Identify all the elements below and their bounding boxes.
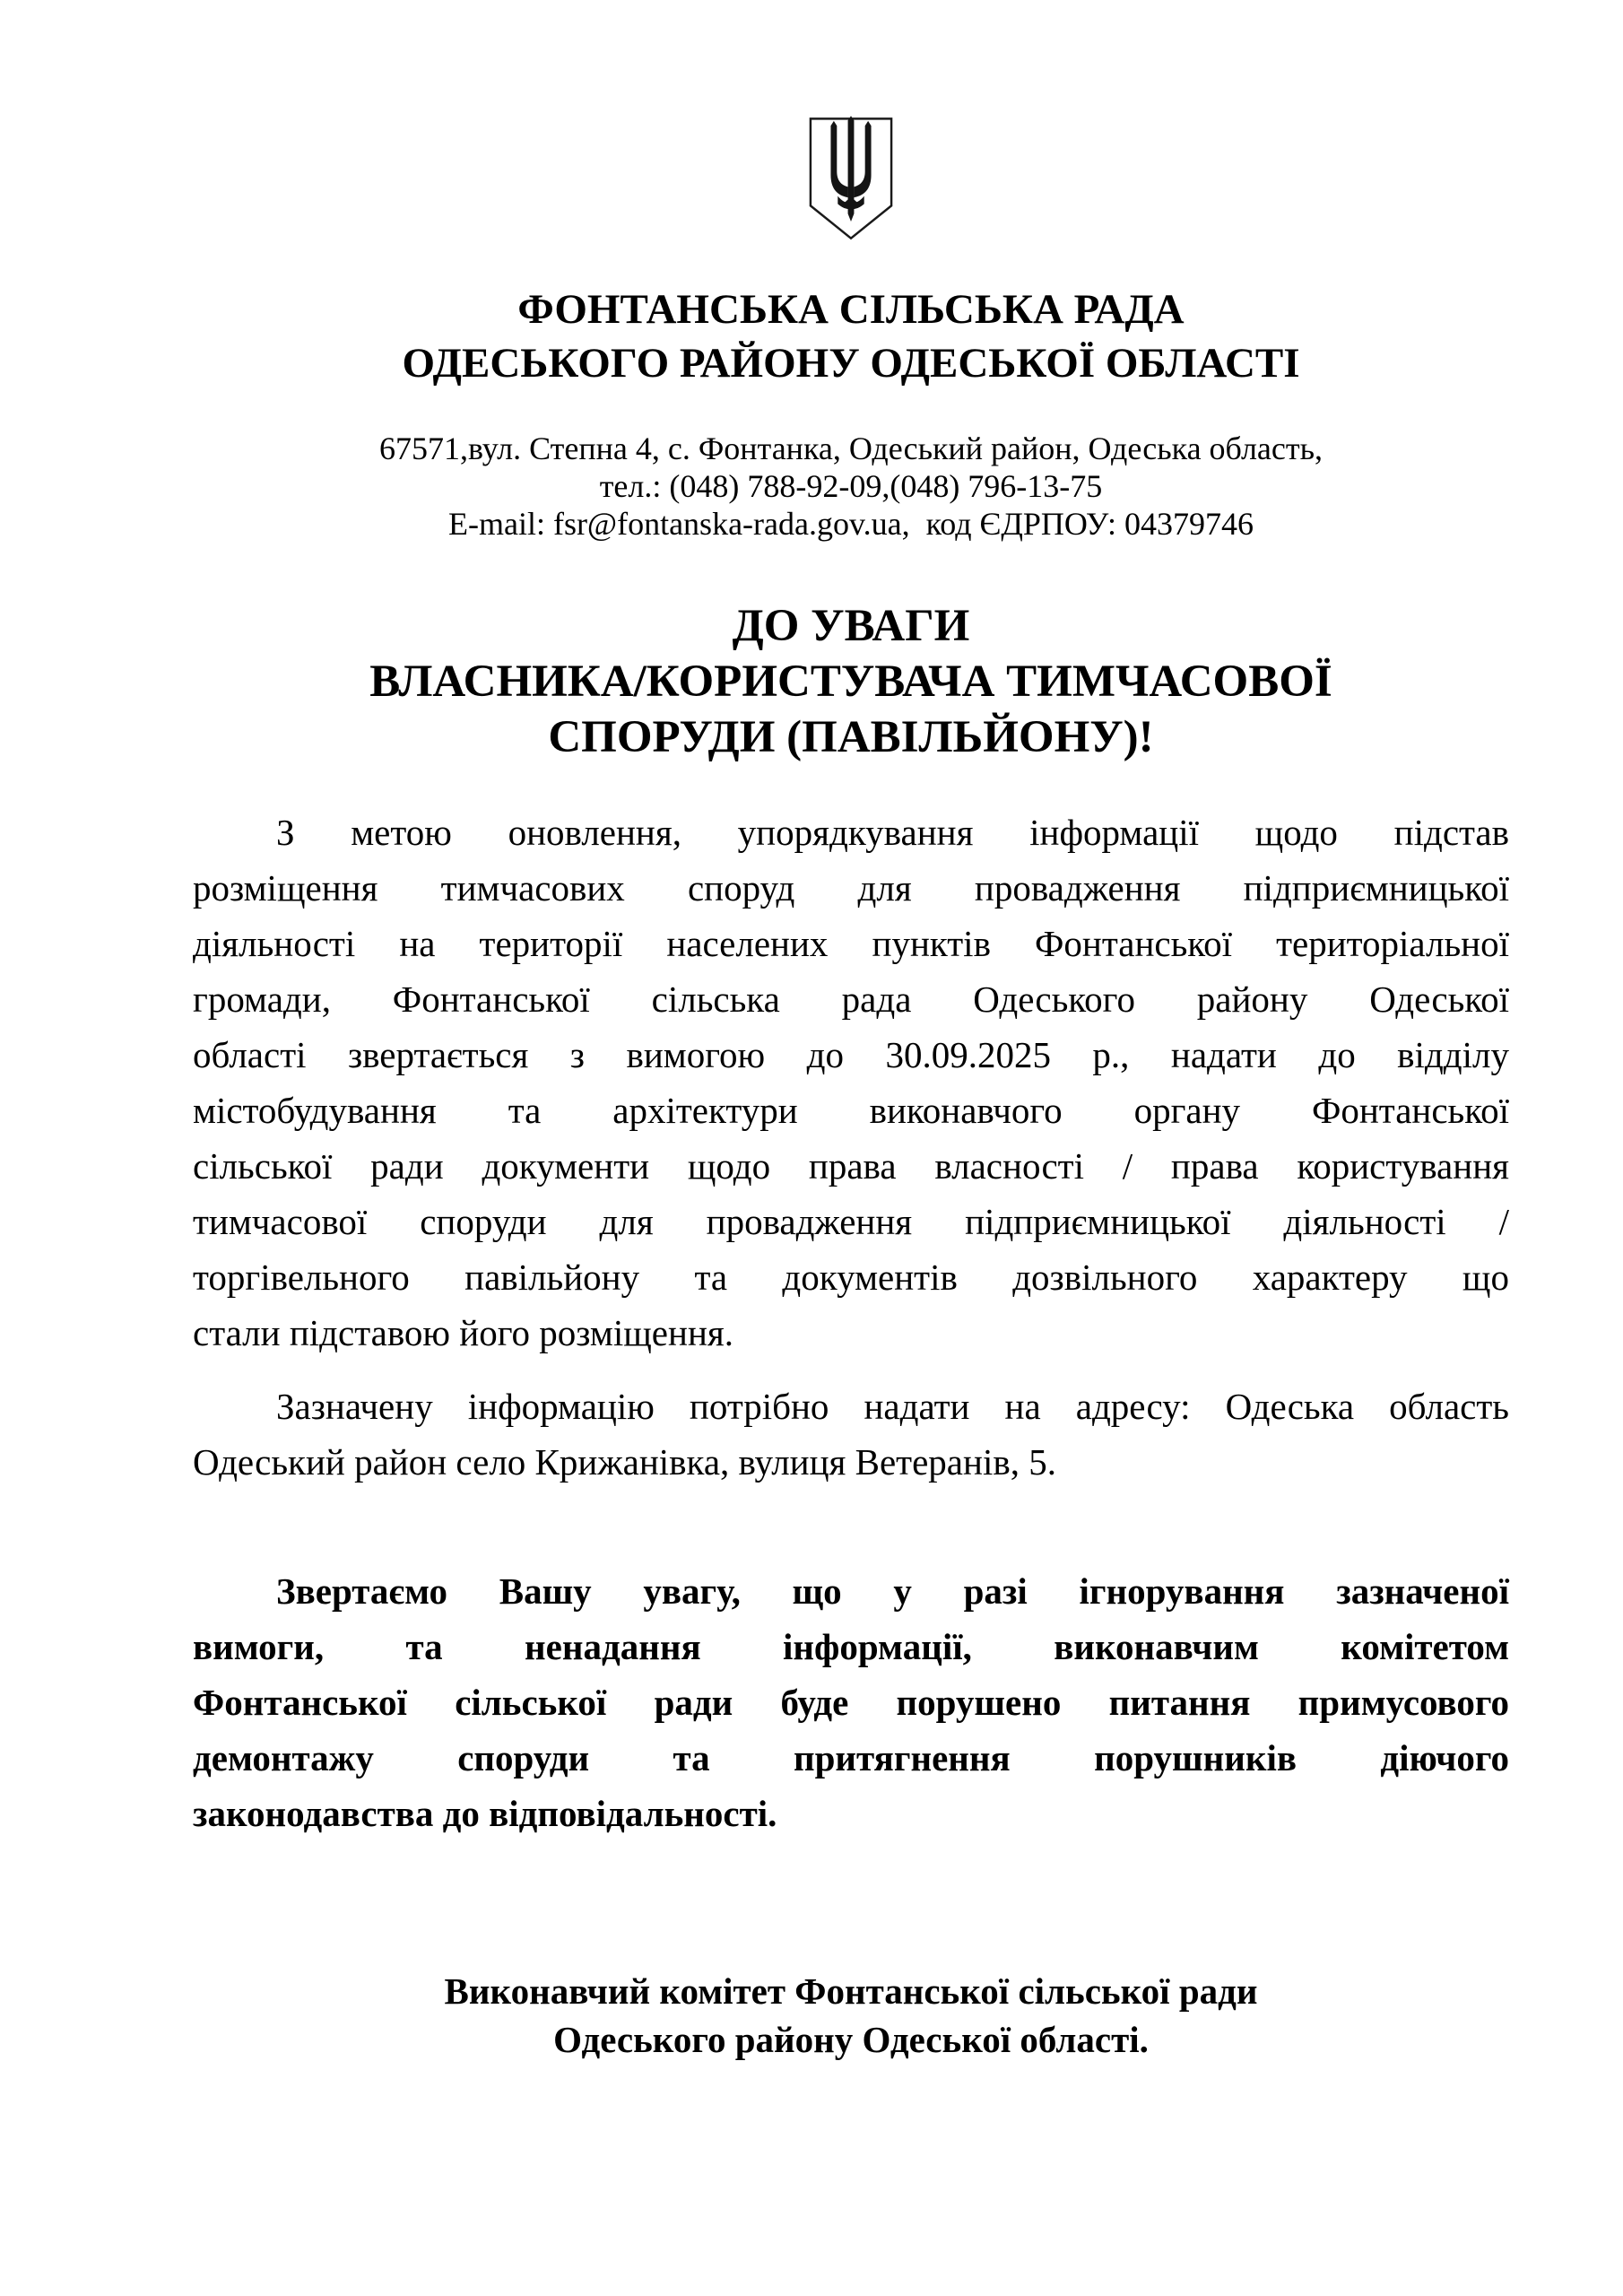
text-line: Фонтанської сільської ради буде порушено питання примусового: [193, 1682, 1509, 1723]
text-line: СПОРУДИ (ПАВІЛЬЙОНУ)!: [548, 712, 1154, 762]
text-line: громади, Фонтанської сільська рада Одеського району Одеської: [193, 978, 1509, 1020]
notice-paragraph-3: [193, 1563, 1509, 1841]
text-line: ВЛАСНИКА/КОРИСТУВАЧА ТИМЧАСОВОЇ: [369, 657, 1332, 707]
organization-address: [193, 430, 1509, 543]
text-line: E-mail: fsr@fontanska-rada.gov.ua, код ЄДРПОУ: 04379746: [447, 506, 1254, 542]
text-line: діяльності на території населених пунктів Фонтанської територіальної: [193, 923, 1509, 964]
notice-paragraph-1: [193, 804, 1509, 1361]
text-line: Зазначену інформацію потрібно надати на адресу: Одеська область: [276, 1386, 1509, 1427]
text-line: стали підставою його розміщення.: [193, 1312, 733, 1353]
signature-block: [193, 1967, 1509, 2064]
text-line: розміщення тимчасових споруд для провадження підприємницької: [193, 867, 1509, 909]
text-line: тимчасової споруди для провадження підприємницької діяльності /: [193, 1201, 1509, 1242]
text-line: торгівельного павільйону та документів дозвільного характеру що: [193, 1257, 1509, 1298]
notice-paragraph-2: [193, 1378, 1509, 1490]
text-line: Звертаємо Вашу увагу, що у разі ігнорування зазначеної: [276, 1570, 1509, 1612]
ukraine-trident-emblem-icon: [807, 115, 895, 243]
text-line: містобудування та архітектури виконавчого органу Фонтанської: [193, 1090, 1509, 1131]
text-line: ДО УВАГИ: [732, 601, 970, 651]
text-line: сільської ради документи щодо права власності / права користування: [193, 1145, 1509, 1187]
emblem-container: [193, 115, 1509, 243]
text-line: тел.: (048) 788-92-09,(048) 796-13-75: [599, 468, 1103, 504]
notice-heading: [193, 598, 1509, 765]
text-line: ОДЕСЬКОГО РАЙОНУ ОДЕСЬКОЇ ОБЛАСТІ: [402, 340, 1300, 387]
text-line: Виконавчий комітет Фонтанської сільської ради: [444, 1970, 1258, 2012]
text-line: вимоги, та ненадання інформації, виконавчим комітетом: [193, 1626, 1509, 1667]
text-line: демонтажу споруди та притягнення порушників діючого: [193, 1737, 1509, 1779]
text-line: Одеський район село Крижанівка, вулиця Ветеранів, 5.: [193, 1441, 1056, 1483]
text-line: ФОНТАНСЬКА СІЛЬСЬКА РАДА: [517, 286, 1185, 333]
text-line: 67571,вул. Степна 4, с. Фонтанка, Одеський район, Одеська область,: [378, 430, 1324, 466]
text-line: Одеського району Одеської області.: [553, 2019, 1149, 2060]
text-line: законодавства до відповідальності.: [193, 1793, 777, 1834]
text-line: області звертається з вимогою до 30.09.2025 р., надати до відділу: [193, 1034, 1509, 1075]
organization-name: [193, 283, 1509, 390]
text-line: З метою оновлення, упорядкування інформації щодо підстав: [276, 812, 1509, 853]
